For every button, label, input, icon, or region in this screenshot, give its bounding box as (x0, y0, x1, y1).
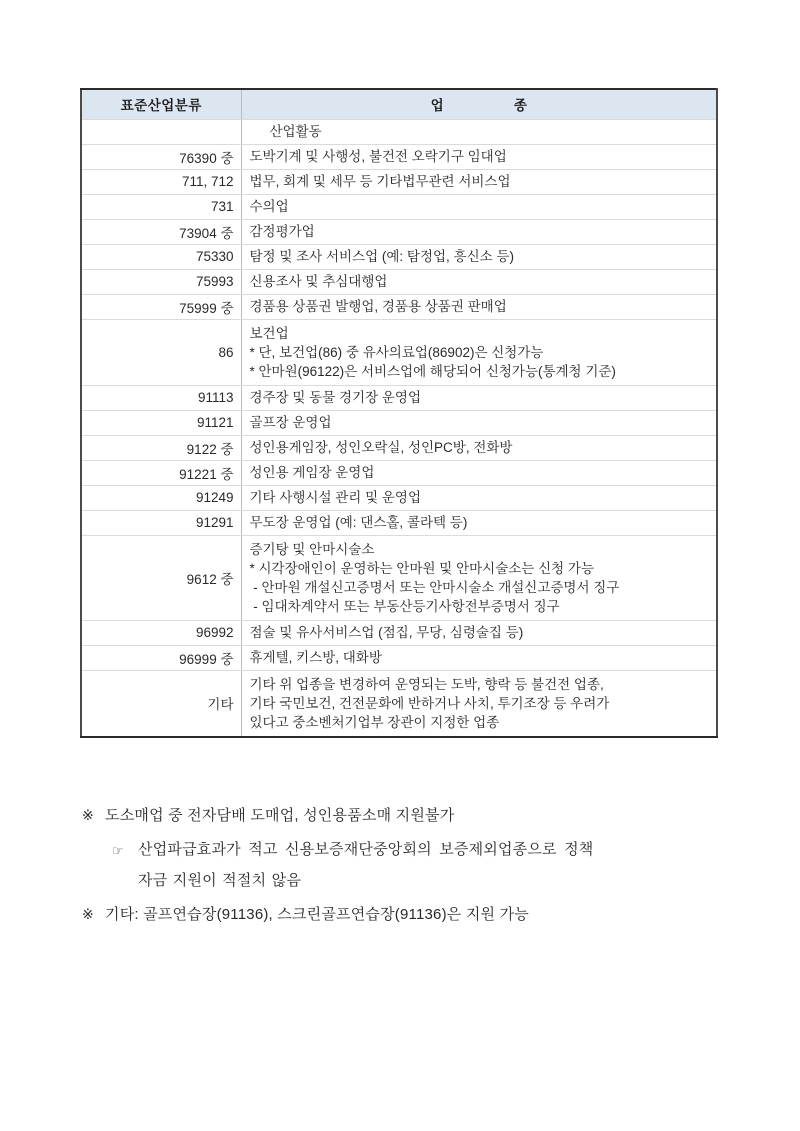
cell-business-type (241, 144, 717, 169)
business-type-line: 법무, 회계 및 세무 등 기타법무관련 서비스업 (249, 174, 511, 189)
pointing-hand-icon: ☞ (112, 843, 124, 858)
table-row (81, 510, 717, 535)
business-type-line: 경품용 상품권 발행업, 경품용 상품권 판매업 (249, 299, 507, 314)
footnote-1-sub (112, 834, 742, 896)
business-type-line: - 임대차계약서 또는 부동산등기사항전부증명서 징구 (249, 598, 560, 614)
table-row (81, 435, 717, 460)
table-row (81, 219, 717, 244)
footnote-2-text: 기타: 골프연습장(91136), 스크린골프연습장(91136)은 지원 가능 (105, 906, 529, 923)
column-header-business-type-left: 업 (430, 98, 444, 114)
business-type-line: 성인용게임장, 성인오락실, 성인PC방, 전화방 (249, 440, 513, 455)
cell-industry-code: 731 (81, 194, 241, 219)
footnote-1-sub-text (138, 834, 738, 896)
table-row (81, 645, 717, 670)
business-type-line: 기타 위 업종을 변경하여 운영되는 도박, 향락 등 불건전 업종, (249, 676, 604, 692)
cell-business-type (241, 244, 717, 269)
business-type-line: 점술 및 유사서비스업 (점집, 무당, 심령술집 등) (249, 625, 524, 640)
cell-industry-code: 91221 중 (81, 460, 241, 485)
business-type-line: 기타 국민보건, 건전문화에 반하거나 사치, 투기조장 등 우려가 (249, 695, 610, 711)
business-type-line: 증기탕 및 안마시술소 (249, 541, 375, 557)
cell-industry-code: 73904 중 (81, 219, 241, 244)
cell-industry-code: 86 (81, 319, 241, 385)
cell-industry-code (81, 119, 241, 144)
business-type-line: 경주장 및 동물 경기장 운영업 (249, 390, 421, 405)
cell-business-type (241, 620, 717, 645)
table-row (81, 535, 717, 620)
cell-industry-code: 91121 (81, 410, 241, 435)
table-row (81, 460, 717, 485)
cell-business-type (241, 385, 717, 410)
table-header-row (81, 89, 717, 119)
footnote-1 (82, 800, 742, 831)
column-header-business-type (241, 89, 717, 119)
cell-business-type (241, 670, 717, 737)
cell-business-type (241, 219, 717, 244)
business-type-line: 성인용 게임장 운영업 (249, 465, 375, 480)
cell-business-type (241, 410, 717, 435)
cell-industry-code: 75999 중 (81, 294, 241, 319)
cell-business-type (241, 269, 717, 294)
table-row (81, 319, 717, 385)
industry-classification-table-wrapper (80, 88, 718, 738)
cell-industry-code: 75330 (81, 244, 241, 269)
cell-business-type (241, 485, 717, 510)
cell-business-type (241, 510, 717, 535)
footnote-1-text: 도소매업 중 전자담배 도매업, 성인용품소매 지원불가 (105, 807, 455, 824)
business-type-line: 감정평가업 (249, 224, 315, 239)
cell-industry-code: 9122 중 (81, 435, 241, 460)
table-row (81, 169, 717, 194)
cell-business-type (241, 645, 717, 670)
cell-business-type (241, 460, 717, 485)
cell-business-type (241, 294, 717, 319)
column-header-standard-industry-code: 표준산업분류 (81, 89, 241, 119)
industry-classification-table (80, 88, 718, 738)
business-type-line: 보건업 (249, 325, 289, 341)
cell-business-type (241, 169, 717, 194)
table-row (81, 269, 717, 294)
business-type-line: 도박기계 및 사행성, 불건전 오락기구 임대업 (249, 149, 507, 164)
table-header (81, 89, 717, 119)
table-row (81, 294, 717, 319)
business-type-line: 휴게텔, 키스방, 대화방 (249, 650, 382, 665)
footnote-1-sub-line-1: 산업파급효과가 적고 신용보증재단중앙회의 보증제외업종으로 정책 (138, 841, 594, 858)
reference-mark-icon-2: ※ (82, 906, 94, 922)
footnotes-section (82, 800, 742, 933)
cell-business-type (241, 435, 717, 460)
table-row (81, 670, 717, 737)
table-body (81, 119, 717, 737)
business-type-line: * 시각장애인이 운영하는 안마원 및 안마시술소는 신청 가능 (249, 560, 594, 576)
business-type-line: * 안마원(96122)은 서비스업에 해당되어 신청가능(통계청 기준) (249, 363, 616, 379)
table-row (81, 620, 717, 645)
business-type-line: 기타 사행시설 관리 및 운영업 (249, 490, 421, 505)
cell-industry-code: 9612 중 (81, 535, 241, 620)
cell-business-type (241, 319, 717, 385)
cell-industry-code: 91249 (81, 485, 241, 510)
cell-industry-code: 75993 (81, 269, 241, 294)
cell-industry-code: 711, 712 (81, 169, 241, 194)
cell-industry-code: 96999 중 (81, 645, 241, 670)
cell-industry-code: 91291 (81, 510, 241, 535)
business-type-line: 신용조사 및 추심대행업 (249, 274, 388, 289)
business-type-line: 산업활동 (269, 124, 322, 139)
cell-industry-code: 91113 (81, 385, 241, 410)
cell-business-type (241, 535, 717, 620)
table-row (81, 194, 717, 219)
cell-business-type (241, 119, 717, 144)
business-type-line: 무도장 운영업 (예: 댄스홀, 콜라텍 등) (249, 515, 468, 530)
business-type-line: * 단, 보건업(86) 중 유사의료업(86902)은 신청가능 (249, 344, 544, 360)
table-row (81, 410, 717, 435)
table-row (81, 119, 717, 144)
business-type-line: - 안마원 개설신고증명서 또는 안마시술소 개설신고증명서 징구 (249, 579, 620, 595)
column-header-business-type-right: 종 (513, 98, 527, 114)
footnote-1-sub-line-2: 자금 지원이 적절치 않음 (138, 872, 302, 889)
cell-industry-code: 96992 (81, 620, 241, 645)
cell-business-type (241, 194, 717, 219)
table-row (81, 244, 717, 269)
table-row (81, 485, 717, 510)
business-type-line: 있다고 중소벤처기업부 장관이 지정한 업종 (249, 714, 500, 730)
table-row (81, 385, 717, 410)
footnote-2 (82, 899, 742, 930)
cell-industry-code: 기타 (81, 670, 241, 737)
reference-mark-icon: ※ (82, 807, 94, 823)
business-type-line: 수의업 (249, 199, 289, 214)
cell-industry-code: 76390 중 (81, 144, 241, 169)
business-type-line: 탐정 및 조사 서비스업 (예: 탐정업, 흥신소 등) (249, 249, 514, 264)
table-row (81, 144, 717, 169)
business-type-line: 골프장 운영업 (249, 415, 332, 430)
